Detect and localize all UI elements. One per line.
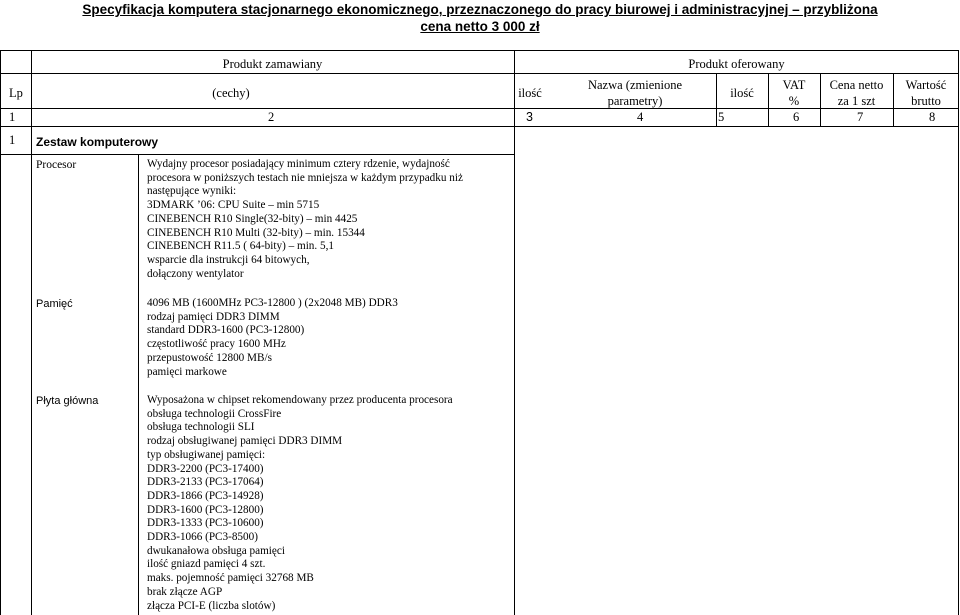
- desc-line: dołączony wentylator: [147, 267, 244, 280]
- desc-line: CINEBENCH R11.5 ( 64-bity) – min. 5,1: [147, 240, 334, 253]
- desc-line: rodzaj obsługiwanej pamięci DDR3 DIMM: [147, 435, 343, 448]
- document-title-line1: Specyfikacja komputera stacjonarnego ekonomicznego, przeznaczonego do pracy biurowej i administracyjnej – przybliżona: [82, 2, 878, 17]
- desc-line: przepustowość 12800 MB/s: [147, 351, 272, 364]
- row-desc-procesor: [147, 158, 463, 281]
- col-number-6: 6: [793, 110, 800, 124]
- col-vat-line1: VAT: [782, 78, 806, 92]
- col-lp: Lp: [9, 86, 23, 100]
- col-cena-line2: za 1 szt: [837, 94, 876, 108]
- desc-line: DDR3-1333 (PC3-10600): [147, 517, 264, 530]
- col-vat-line2: %: [788, 94, 800, 108]
- desc-line: DDR3-1866 (PC3-14928): [147, 489, 264, 502]
- col-number-4: 4: [637, 110, 644, 124]
- header-offered: Produkt oferowany: [688, 57, 785, 71]
- desc-line: obsługa technologii CrossFire: [147, 407, 282, 420]
- row-desc-pamiec: [147, 297, 398, 379]
- document-title-line2: cena netto 3 000 zł: [420, 19, 540, 34]
- section-label: Zestaw komputerowy: [36, 135, 159, 149]
- desc-line: częstotliwość pracy 1600 MHz: [147, 338, 286, 351]
- row-name-procesor: Procesor: [36, 159, 77, 171]
- desc-line: rodzaj pamięci DDR3 DIMM: [147, 310, 280, 323]
- desc-line: DDR3-2200 (PC3-17400): [147, 462, 264, 475]
- desc-line: brak złącze AGP: [147, 585, 223, 598]
- col-cechy: (cechy): [212, 86, 250, 100]
- desc-line: maks. pojemność pamięci 32768 MB: [147, 572, 314, 585]
- desc-line: wsparcie dla instrukcji 64 bitowych,: [147, 253, 310, 266]
- col-cena-line1: Cena netto: [829, 78, 884, 92]
- col-number-5: 5: [718, 110, 725, 124]
- desc-line: pamięci markowe: [147, 365, 227, 378]
- desc-line: DDR3-1600 (PC3-12800): [147, 503, 264, 516]
- col-wartosc-line1: Wartość: [905, 78, 947, 92]
- row-desc-plyta-glowna: [147, 394, 453, 613]
- row-name-plyta-glowna: Płyta główna: [36, 395, 99, 407]
- col-wartosc-line2: brutto: [911, 94, 941, 108]
- col-number-8: 8: [929, 110, 936, 124]
- desc-line: obsługa technologii SLI: [147, 421, 255, 434]
- desc-line: następujące wyniki:: [147, 185, 237, 198]
- desc-line: typ obsługiwanej pamięci:: [147, 448, 266, 461]
- desc-line: CINEBENCH R10 Single(32-bity) – min 4425: [147, 212, 358, 225]
- row-name-pamiec: Pamięć: [36, 298, 73, 310]
- section-rule: [0, 154, 514, 155]
- col-rule-offered: [514, 50, 515, 615]
- col-ilosc2: ilość: [730, 86, 754, 100]
- col-number-3: 3: [526, 110, 533, 124]
- col-nazwa-line2: parametry): [607, 94, 663, 108]
- col-rule-desc: [138, 154, 139, 615]
- col-ilosc: ilość: [518, 86, 542, 100]
- header-rule-1: [0, 73, 959, 74]
- col-nazwa-line1: Nazwa (zmienione: [587, 78, 683, 92]
- col-number-2: 2: [268, 110, 275, 124]
- col-number-1: 1: [9, 110, 16, 124]
- desc-line: ilość gniazd pamięci 4 szt.: [147, 558, 266, 571]
- desc-line: procesora w poniższych testach nie mniejsza w każdym przypadku niż: [147, 171, 463, 184]
- desc-line: dwukanałowa obsługa pamięci: [147, 544, 285, 557]
- desc-line: 4096 MB (1600MHz PC3-12800 ) (2x2048 MB) DDR3: [147, 297, 398, 309]
- header-rule-2: [0, 108, 959, 109]
- desc-line: złącza PCI-E (liczba slotów): [147, 599, 276, 612]
- col-rule-name: [31, 154, 32, 615]
- section-lp: 1: [9, 133, 16, 147]
- header-rule-3: [0, 126, 959, 127]
- desc-line: standard DDR3-1600 (PC3-12800): [147, 324, 305, 337]
- desc-line: Wyposażona w chipset rekomendowany przez producenta procesora: [147, 394, 453, 406]
- desc-line: DDR3-1066 (PC3-8500): [147, 531, 258, 544]
- header-ordered: Produkt zamawiany: [222, 57, 323, 71]
- desc-line: CINEBENCH R10 Multi (32-bity) – min. 15344: [147, 226, 365, 239]
- desc-line: 3DMARK ’06: CPU Suite – min 5715: [147, 199, 320, 212]
- col-number-7: 7: [857, 110, 864, 124]
- desc-line: DDR3-2133 (PC3-17064): [147, 476, 264, 489]
- desc-line: Wydajny procesor posiadający minimum cztery rdzenie, wydajność: [147, 158, 450, 170]
